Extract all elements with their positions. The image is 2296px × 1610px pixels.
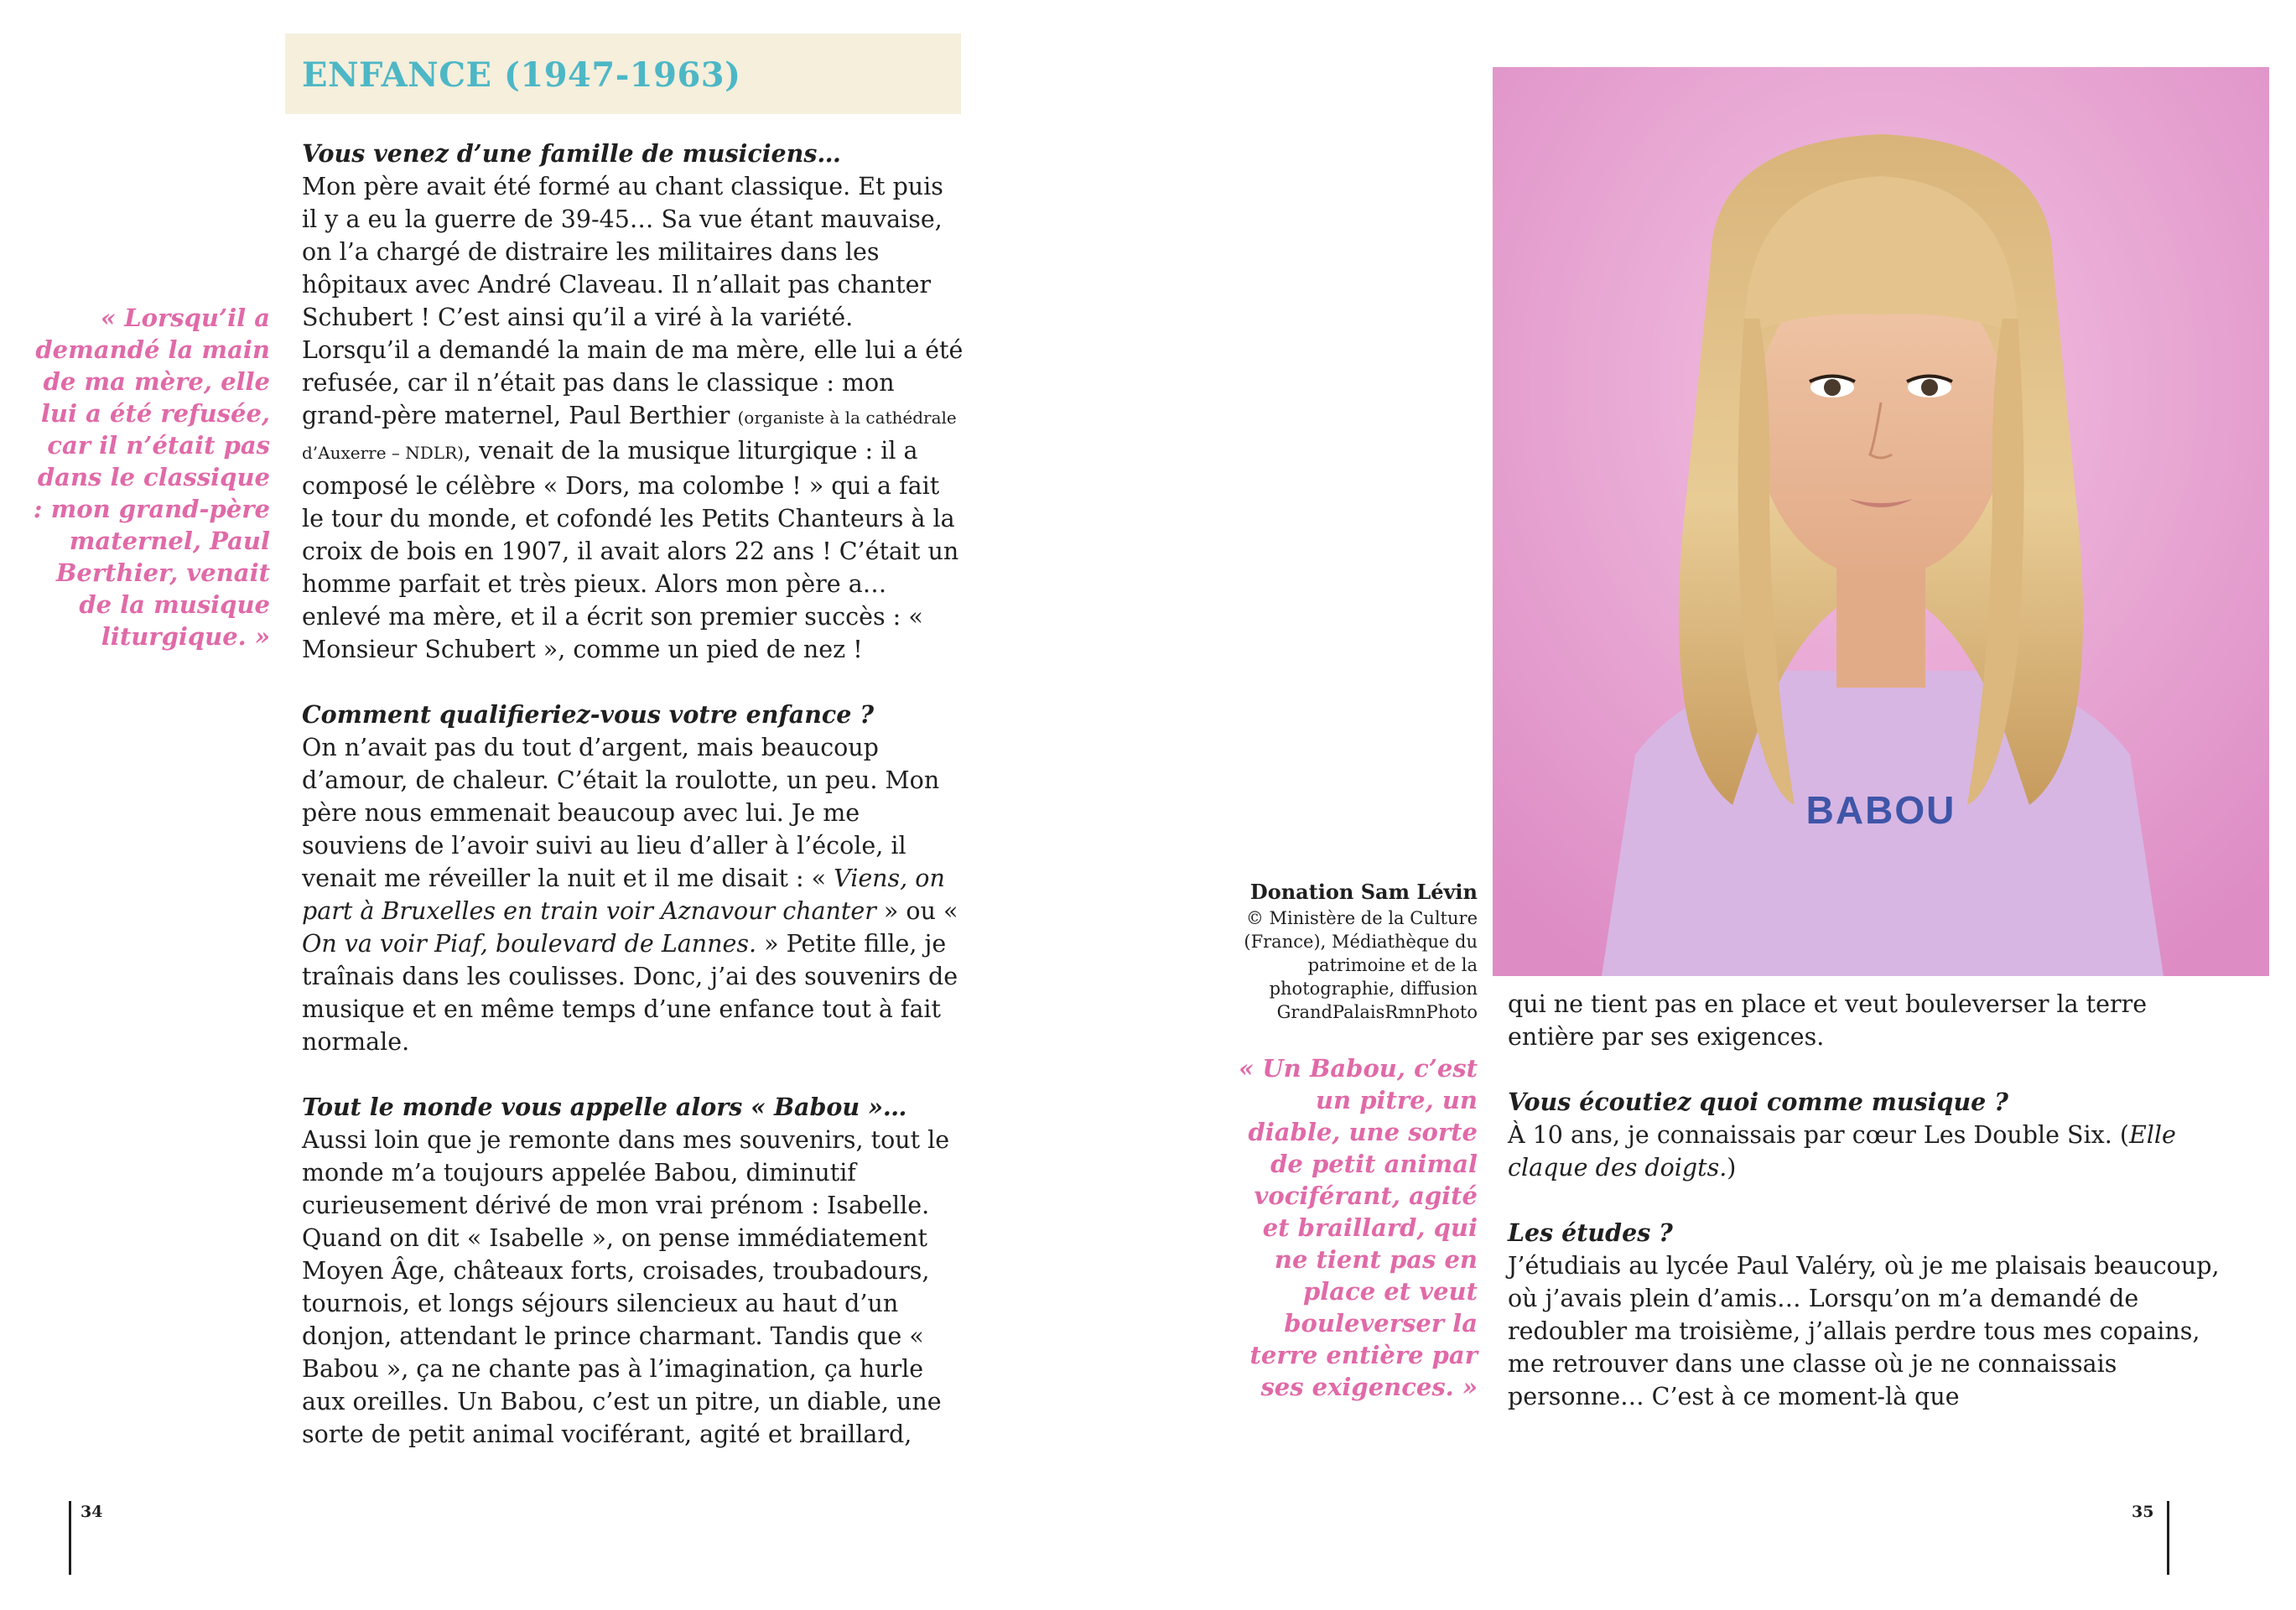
page-number-left: 34 xyxy=(81,1503,103,1521)
portrait-photo xyxy=(1493,67,2269,976)
question-studies: Les études ? xyxy=(1508,1218,1673,1247)
qa-block-family xyxy=(302,138,964,666)
pull-quote-right: « Un Babou, c’est un pitre, un diable, une sorte de petit animal vociférant, agité et braillard, qui ne tient pas en place et veut bouleverser la terre entière par ses exigences. » xyxy=(1239,1054,1478,1401)
answer-childhood-quote2: On va voir Piaf, boulevard de Lannes. xyxy=(302,930,757,958)
article-column-left xyxy=(302,138,964,1483)
answer-childhood-part1: On n’avait pas du tout d’argent, mais beaucoup d’amour, de chaleur. C’était la roulotte, un peu. Mon père nous emmenait beaucoup avec lui. Je me souviens de l’avoir suivi au lieu d’aller à l’école, il venait me réveiller la nuit et il me disait : « xyxy=(302,734,940,892)
section-heading: ENFANCE (1947-1963) xyxy=(302,55,741,95)
answer-family-part1: Mon père avait été formé au chant classique. Et puis il y a eu la guerre de 39-45… Sa vue étant mauvaise, on l’a chargé de distraire les militaires dans les hôpitaux avec André Claveau. Il n’allait pas chanter Schubert ! C’est ainsi qu’il a viré à la variété. Lorsqu’il a demandé la main de ma mère, elle lui a été refusée, car il n’était pas dans le classique : mon grand-père maternel, Paul Berthier xyxy=(302,173,964,429)
qa-block-babou xyxy=(302,1091,964,1451)
question-childhood: Comment qualifieriez-vous votre enfance ? xyxy=(302,700,875,729)
question-music: Vous écoutiez quoi comme musique ? xyxy=(1508,1088,2008,1116)
folio-rule-left xyxy=(69,1501,71,1575)
photo-caption xyxy=(1208,878,1478,1024)
answer-babou: Aussi loin que je remonte dans mes souvenirs, tout le monde m’a toujours appelée Babou, diminutif curieusement dérivé de mon vrai prénom : Isabelle. Quand on dit « Isabelle », on pense immédiatement Moyen Âge, châteaux forts, croisades, troubadours, tournois, et longs séjours silencieux au haut d’un donjon, attendant le prince charmant. Tandis que « Babou », ça ne chante pas à l’imagination, ça hurle aux oreilles. Un Babou, c’est un pitre, un diable, une sorte de petit animal vociférant, agité et braillard, xyxy=(302,1126,950,1448)
folio-rule-right xyxy=(2167,1501,2169,1575)
answer-studies: J’étudiais au lycée Paul Valéry, où je me plaisais beaucoup, où j’avais plein d’amis… Lorsqu’on m’a demandé de redoubler ma troisième, j’allais perdre tous mes copains, me retrouver dans une classe où je ne connaissais personne… C’est à ce moment-là que xyxy=(1508,1252,2220,1410)
shirt-text: BABOU xyxy=(1805,788,1956,832)
qa-block-childhood xyxy=(302,699,964,1058)
answer-music-aside: Elle claque des doigts. xyxy=(1508,1121,2176,1182)
answer-babou-continued: qui ne tient pas en place et veut bouleverser la terre entière par ses exigences. xyxy=(1508,990,2148,1051)
portrait-illustration xyxy=(1493,67,2269,976)
pull-quote-left: « Lorsqu’il a demandé la main de ma mère, elle lui a été refusée, car il n’était pas dans le classique : mon grand-père maternel, Paul Berthier, venait de la musique liturgique. » xyxy=(33,304,270,651)
page-number-right: 35 xyxy=(2132,1503,2154,1521)
answer-childhood-part3: » Petite fille, je traînais dans les coulisses. Donc, j’ai des souvenirs de musique et en même temps d’une enfance tout à fait normale. xyxy=(302,930,958,1056)
article-column-right xyxy=(1508,988,2229,1446)
answer-music-part2: ) xyxy=(1727,1154,1737,1182)
answer-family-note: (organiste à la cathédrale d’Auxerre – NDLR) xyxy=(302,408,957,463)
answer-family-part2: , venait de la musique liturgique : il a composé le célèbre « Dors, ma colombe ! » qui a fait le tour du monde, et cofondé les Petits Chanteurs à la croix de bois en 1907, il avait alors 22 ans ! C’était un homme parfait et très pieux. Alors mon père a… enlevé ma mère, et il a écrit son premier succès : « Monsieur Schubert », comme un pied de nez ! xyxy=(302,437,959,663)
caption-title: Donation Sam Lévin xyxy=(1249,880,1478,904)
right-iris xyxy=(1921,379,1938,396)
question-family: Vous venez d’une famille de musiciens… xyxy=(302,139,841,168)
qa-block-studies xyxy=(1508,1217,2229,1413)
left-iris xyxy=(1824,379,1841,396)
answer-childhood-part2: » ou « xyxy=(875,897,958,925)
section-heading-band xyxy=(285,34,961,114)
question-babou: Tout le monde vous appelle alors « Babou »… xyxy=(302,1093,907,1121)
qa-block-music xyxy=(1508,1086,2229,1184)
caption-credit: © Ministère de la Culture (France), Médiathèque du patrimoine et de la photographie, diffusion GrandPalaisRmnPhoto xyxy=(1244,908,1478,1022)
answer-music-part1: À 10 ans, je connaissais par cœur Les Double Six. ( xyxy=(1508,1121,2129,1149)
answer-childhood-quote1: Viens, on part à Bruxelles en train voir Aznavour chanter xyxy=(302,865,945,925)
